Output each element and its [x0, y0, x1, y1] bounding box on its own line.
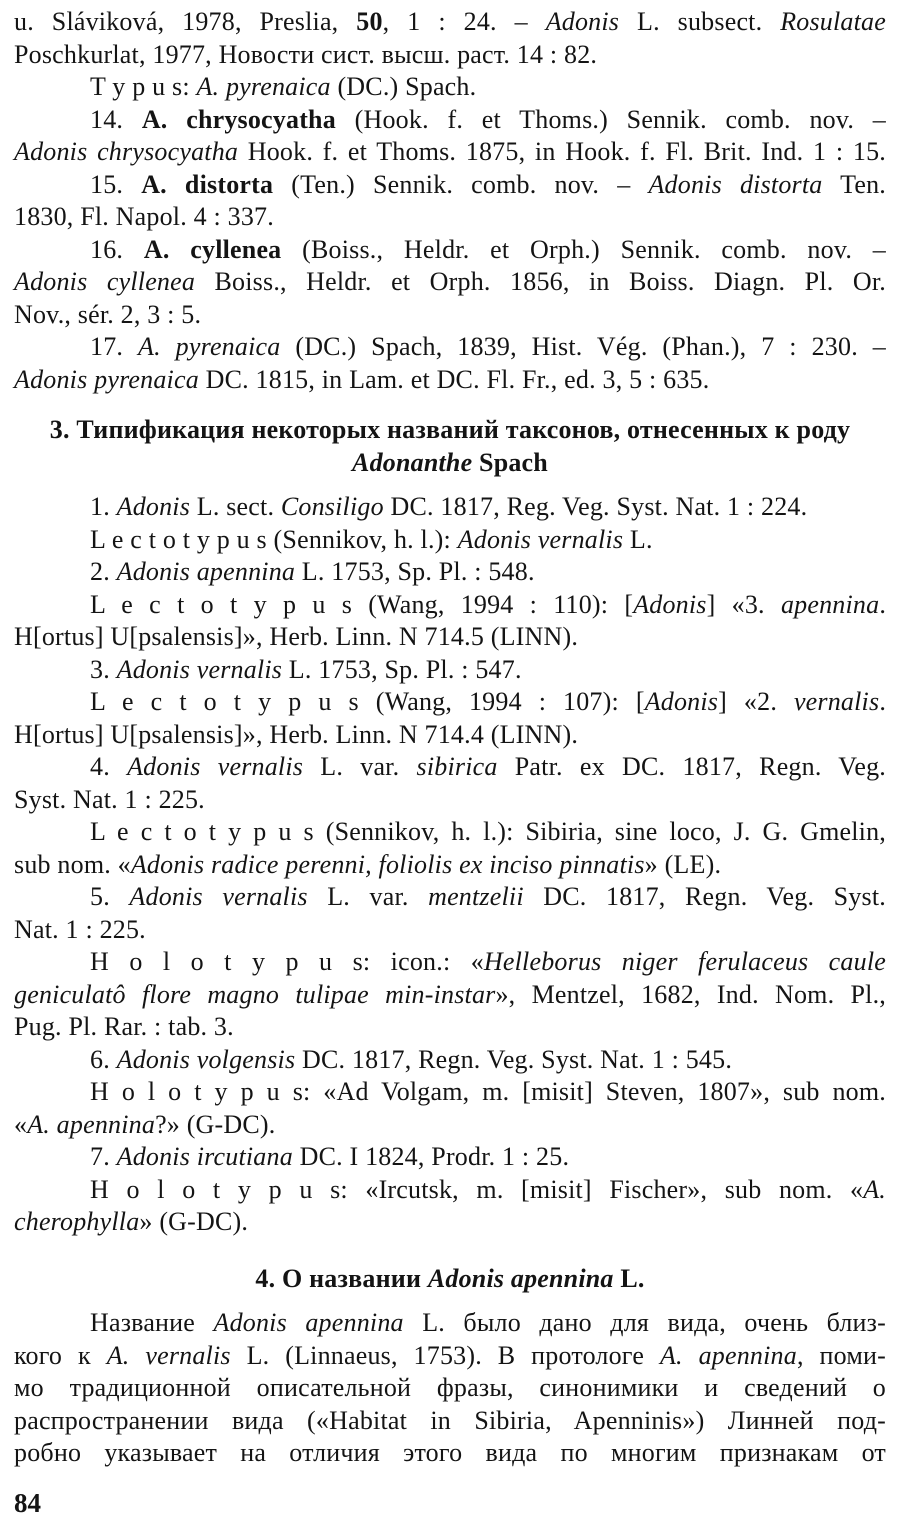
text-segment: L. 1753, Sp. Pl. : 548.: [295, 557, 535, 586]
text-line: [14, 364, 886, 397]
text-segment: Adonis ircutiana: [116, 1142, 293, 1171]
text-segment: DC. I 1824, Prodr. 1 : 25.: [292, 1142, 570, 1171]
text-segment: 16.: [90, 234, 144, 264]
text-segment: 3.: [90, 654, 117, 684]
text-line: [14, 1307, 886, 1340]
text-line: [14, 849, 886, 882]
text-segment: A. chrysocyatha: [141, 104, 336, 134]
text-line: [14, 1206, 886, 1239]
text-segment: L. var.: [303, 752, 417, 781]
text-segment: T y p u s:: [90, 72, 197, 101]
text-line: [14, 1076, 886, 1109]
text-segment: A. cyllenea: [143, 234, 282, 264]
text-segment: 2.: [90, 557, 117, 586]
text-segment: L e c t o t y p u s (Wang, 1994 : 107): [: [90, 687, 645, 716]
text-line: [14, 1437, 886, 1470]
text-segment: sibirica: [416, 752, 498, 781]
text-segment: L. var.: [307, 882, 429, 911]
section-heading-line: [14, 447, 886, 480]
text-segment: Consiligo: [280, 492, 384, 521]
text-segment: робно указывает на отличия этого вида по многим признакам от: [14, 1438, 886, 1467]
text-segment: «: [14, 1109, 28, 1139]
text-segment: » (G-DC).: [139, 1207, 249, 1236]
text-segment: Название: [90, 1308, 214, 1337]
text-segment: L. sect.: [190, 492, 281, 521]
text-segment: DC. 1817, Regn. Veg. Syst. Nat. 1 : 545.: [295, 1044, 733, 1074]
page-number: 84: [14, 1487, 41, 1518]
text-segment: Adonis vernalis: [116, 654, 283, 684]
text-segment: cherophylla: [14, 1207, 140, 1236]
section-heading-line: [14, 414, 886, 447]
text-line: [14, 556, 886, 589]
text-line: [14, 234, 886, 267]
text-segment: L. subsect.: [619, 7, 781, 36]
text-segment: Adonis apennina: [116, 557, 296, 586]
text-segment: Adonis apennina: [427, 1263, 614, 1293]
text-line: [14, 39, 886, 72]
text-segment: 14.: [90, 104, 142, 134]
text-segment: L. было дано для вида, очень близ-: [403, 1308, 886, 1337]
text-line: [14, 136, 886, 169]
text-segment: Adonis: [545, 7, 620, 36]
text-line: [14, 1405, 886, 1438]
text-segment: (Boiss., Heldr. et Orph.) Sennik. comb. nov. –: [281, 234, 886, 264]
text-line: [14, 1011, 886, 1044]
text-segment: sub nom. «: [14, 849, 131, 879]
text-segment: 5.: [90, 882, 130, 911]
text-segment: .: [879, 687, 887, 716]
text-segment: A. apennina: [659, 1340, 797, 1370]
text-segment: L e c t o t y p u s (Wang, 1994 : 110): [: [90, 589, 634, 619]
text-line: [14, 979, 886, 1012]
text-segment: 7.: [90, 1142, 117, 1171]
text-segment: Nat. 1 : 225.: [14, 914, 146, 944]
text-segment: A. vernalis: [106, 1340, 231, 1370]
text-segment: DC. 1815, in Lam. et DC. Fl. Fr., ed. 3, 5 : 635.: [198, 364, 710, 394]
section-heading-line: [14, 1263, 886, 1296]
text-segment: Adonis: [633, 589, 707, 619]
text-segment: , 1 : 24. –: [382, 7, 546, 36]
text-segment: Pug. Pl. Rar. : tab. 3.: [14, 1012, 234, 1041]
text-segment: мо традиционной описательной фразы, синонимики и сведений о: [14, 1373, 886, 1402]
text-segment: .: [879, 589, 887, 619]
text-segment: Helleborus niger ferulaceus caule: [483, 947, 886, 976]
text-line: [14, 6, 886, 39]
text-line: [14, 524, 886, 557]
text-segment: H o l o t y p u s: «Ircutsk, m. [misit] Fischer», sub nom. «: [90, 1174, 864, 1204]
text-line: [14, 719, 886, 752]
text-segment: Adonis: [644, 687, 719, 716]
text-line: [14, 1044, 886, 1077]
text-segment: L.: [613, 1263, 645, 1293]
text-line: [14, 686, 886, 719]
text-line: [14, 621, 886, 654]
text-segment: A. pyrenaica: [196, 72, 331, 101]
text-segment: кого к: [14, 1340, 107, 1370]
text-segment: (Hook. f. et Thoms.) Sennik. comb. nov. –: [335, 104, 886, 134]
text-segment: Rosulatae: [780, 7, 886, 36]
text-segment: L. 1753, Sp. Pl. : 547.: [282, 654, 522, 684]
text-segment: , поми-: [796, 1340, 886, 1370]
text-line: [14, 104, 886, 137]
text-segment: 3. Типификация некоторых названий таксонов, отнесенных к роду: [49, 415, 851, 444]
text-segment: Adonis vernalis: [457, 524, 624, 554]
text-segment: Ten.: [822, 169, 886, 199]
text-segment: A. pyrenaica: [137, 332, 281, 361]
text-segment: Adonis radice perenni, foliolis ex inciso pinnatis: [130, 849, 645, 879]
text-segment: Adonis: [116, 492, 191, 521]
text-line: [14, 331, 886, 364]
text-segment: 1.: [90, 492, 117, 521]
text-segment: Syst. Nat. 1 : 225.: [14, 784, 205, 814]
text-segment: Boiss., Heldr. et Orph. 1856, in Boiss. Diagn. Pl. Or.: [195, 267, 886, 296]
text-segment: Adonanthe: [352, 447, 473, 477]
text-segment: H[ortus] U[psalensis]», Herb. Linn. N 714.4 (LINN).: [14, 719, 579, 749]
text-segment: Patr. ex DC. 1817, Regn. Veg.: [497, 752, 886, 781]
text-segment: DC. 1817, Reg. Veg. Syst. Nat. 1 : 224.: [383, 492, 808, 521]
text-segment: » (LE).: [644, 849, 722, 879]
text-line: [14, 589, 886, 622]
text-line: [14, 1174, 886, 1207]
text-line: [14, 169, 886, 202]
text-segment: Nov., sér. 2, 3 : 5.: [14, 299, 202, 329]
text-segment: Adonis vernalis: [127, 752, 304, 781]
text-segment: A. apennina: [27, 1109, 156, 1139]
text-segment: (Ten.) Sennik. comb. nov. –: [273, 169, 649, 199]
text-segment: Adonis vernalis: [129, 882, 308, 911]
text-segment: L. (Linnaeus, 1753). В протологе: [230, 1340, 660, 1370]
text-line: [14, 71, 886, 104]
page-text: [14, 6, 886, 1470]
text-segment: ] «3.: [706, 589, 781, 619]
text-segment: H[ortus] U[psalensis]», Herb. Linn. N 714.5 (LINN).: [14, 622, 579, 651]
text-line: [14, 1372, 886, 1405]
text-segment: 4.: [90, 752, 128, 781]
text-line: [14, 299, 886, 332]
text-segment: L.: [623, 524, 653, 554]
text-segment: 15.: [90, 169, 142, 199]
text-segment: DC. 1817, Regn. Veg. Syst.: [523, 882, 886, 911]
text-segment: H o l o t y p u s: «Ad Volgam, m. [misit] Steven, 1807», sub nom.: [90, 1077, 886, 1106]
text-segment: L e c t o t y p u s (Sennikov, h. l.):: [90, 524, 458, 554]
text-segment: apennina: [780, 589, 880, 619]
text-segment: Adonis apennina: [213, 1308, 404, 1337]
text-line: [14, 946, 886, 979]
text-segment: A. distorta: [141, 169, 274, 199]
text-segment: 1830, Fl. Napol. 4 : 337.: [14, 202, 274, 231]
text-segment: vernalis: [793, 687, 880, 716]
text-segment: ] «2.: [718, 687, 794, 716]
text-segment: Spach: [472, 447, 548, 477]
text-segment: », Mentzel, 1682, Ind. Nom. Pl.,: [495, 979, 886, 1009]
text-line: [14, 1340, 886, 1373]
text-line: [14, 784, 886, 817]
text-segment: Adonis volgensis: [116, 1044, 296, 1074]
text-segment: ?» (G-DC).: [155, 1109, 276, 1139]
text-segment: A.: [863, 1174, 886, 1204]
text-line: [14, 491, 886, 524]
text-segment: H o l o t y p u s: icon.: «: [90, 947, 484, 976]
text-segment: Adonis cyllenea: [14, 267, 196, 296]
text-segment: 6.: [90, 1044, 117, 1074]
text-segment: распространении вида («Habitat in Sibiria, Apenninis») Линней под-: [14, 1405, 886, 1435]
text-line: [14, 1141, 886, 1174]
text-segment: Adonis distorta: [648, 169, 823, 199]
text-segment: L e c t o t y p u s (Sennikov, h. l.): Sibiria, sine loco, J. G. Gmelin,: [90, 817, 886, 846]
text-line: [14, 816, 886, 849]
text-segment: u. Sláviková, 1978, Preslia,: [14, 7, 357, 36]
text-line: [14, 201, 886, 234]
text-segment: Hook. f. et Thoms. 1875, in Hook. f. Fl. Brit. Ind. 1 : 15.: [238, 137, 886, 166]
text-segment: mentzelii: [428, 882, 524, 911]
text-segment: 50: [356, 7, 383, 36]
text-segment: 4. О названии: [255, 1263, 428, 1293]
text-line: [14, 751, 886, 784]
text-line: [14, 914, 886, 947]
text-segment: 17.: [90, 332, 138, 361]
text-segment: Adonis chrysocyatha: [14, 137, 239, 166]
text-line: [14, 1109, 886, 1142]
text-segment: geniculatô flore magno tulipae min-instar: [14, 979, 496, 1009]
text-segment: Adonis pyrenaica: [14, 364, 199, 394]
text-segment: (DC.) Spach.: [330, 72, 477, 101]
text-line: [14, 654, 886, 687]
text-line: [14, 266, 886, 299]
text-segment: (DC.) Spach, 1839, Hist. Vég. (Phan.), 7 : 230. –: [280, 332, 886, 361]
text-segment: Poschkurlat, 1977, Новости сист. высш. раст. 14 : 82.: [14, 39, 598, 69]
text-line: [14, 881, 886, 914]
